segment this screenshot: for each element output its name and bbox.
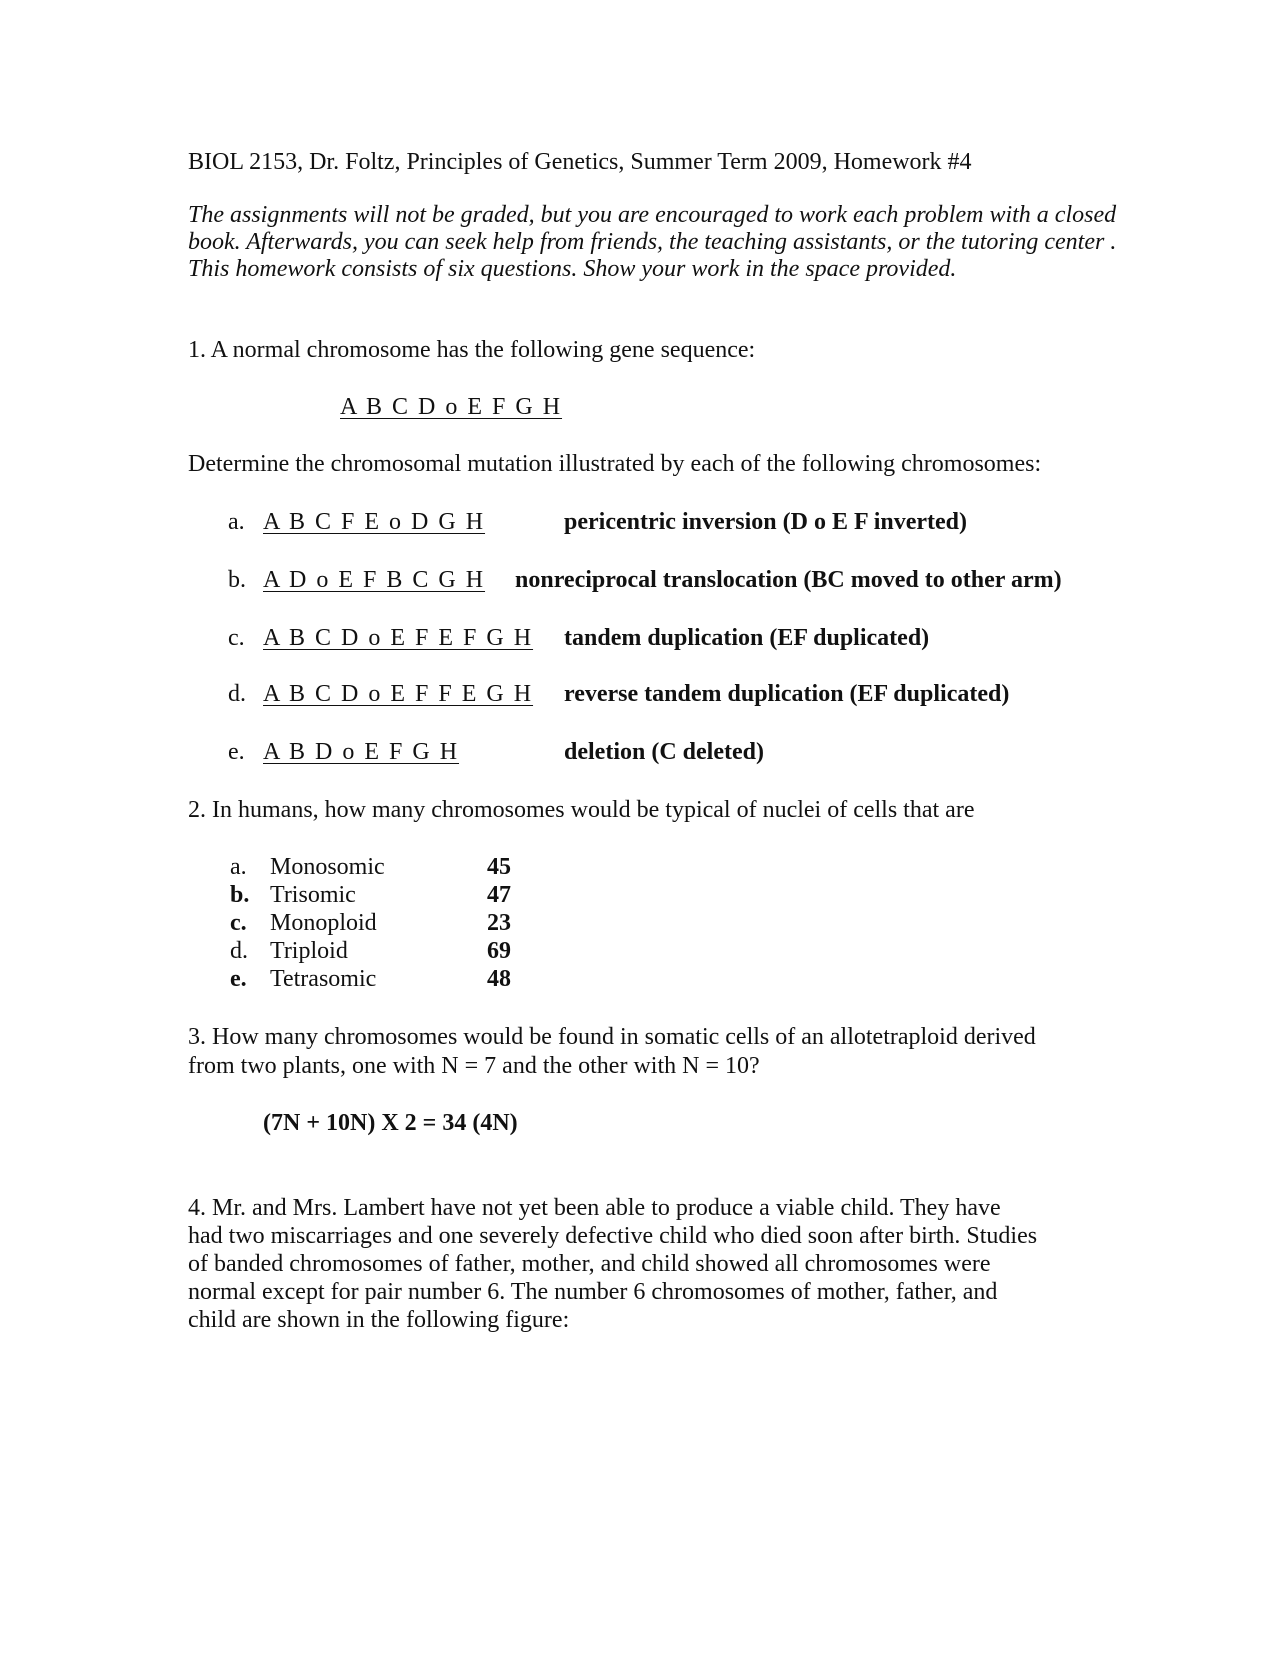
q1-item-letter: d. bbox=[228, 681, 246, 707]
q2-item-answer: 69 bbox=[487, 938, 511, 964]
q2-item-term: Monoploid bbox=[270, 910, 377, 936]
q1-item-letter: a. bbox=[228, 509, 245, 535]
q4-prompt-line-3: of banded chromosomes of father, mother, and child showed all chromosomes were bbox=[188, 1251, 991, 1277]
q2-item-answer: 47 bbox=[487, 882, 511, 908]
intro-line-1: The assignments will not be graded, but you are encouraged to work each problem with a closed bbox=[188, 202, 1117, 228]
q2-item-letter: b. bbox=[230, 882, 250, 908]
q1-item-sequence: A B C F E o D G H bbox=[263, 509, 486, 535]
q1-item-answer: tandem duplication (EF duplicated) bbox=[564, 625, 930, 651]
q1-item-sequence: A B C D o E F F E G H bbox=[263, 681, 534, 707]
intro-line-3: This homework consists of six questions. Show your work in the space provided. bbox=[188, 256, 957, 282]
q2-item-answer: 48 bbox=[487, 966, 511, 992]
q1-item-answer: nonreciprocal translocation (BC moved to other arm) bbox=[515, 567, 1062, 593]
q2-item-letter: a. bbox=[230, 854, 247, 880]
q3-prompt-line-2: from two plants, one with N = 7 and the other with N = 10? bbox=[188, 1053, 760, 1079]
q2-item-answer: 45 bbox=[487, 854, 511, 880]
q2-item-answer: 23 bbox=[487, 910, 511, 936]
q2-prompt: 2. In humans, how many chromosomes would be typical of nuclei of cells that are bbox=[188, 797, 975, 823]
q2-item-term: Monosomic bbox=[270, 854, 385, 880]
q4-prompt-line-2: had two miscarriages and one severely defective child who died soon after birth. Studies bbox=[188, 1223, 1038, 1249]
page-title: BIOL 2153, Dr. Foltz, Principles of Genetics, Summer Term 2009, Homework #4 bbox=[188, 149, 972, 175]
q2-item-term: Tetrasomic bbox=[270, 966, 377, 992]
q2-item-letter: d. bbox=[230, 938, 248, 964]
q1-item-answer: pericentric inversion (D o E F inverted) bbox=[564, 509, 968, 535]
q2-item-term: Triploid bbox=[270, 938, 348, 964]
q1-item-sequence: A D o E F B C G H bbox=[263, 567, 486, 593]
q1-item-sequence: A B D o E F G H bbox=[263, 739, 460, 765]
q3-prompt-line-1: 3. How many chromosomes would be found in somatic cells of an allotetraploid derived bbox=[188, 1024, 1036, 1050]
intro-line-2: book. Afterwards, you can seek help from friends, the teaching assistants, or the tutoring center . bbox=[188, 229, 1117, 255]
q1-item-sequence: A B C D o E F E F G H bbox=[263, 625, 534, 651]
q1-item-letter: b. bbox=[228, 567, 246, 593]
q1-normal-sequence: A B C D o E F G H bbox=[340, 394, 563, 420]
q1-item-letter: c. bbox=[228, 625, 245, 651]
q4-prompt-line-4: normal except for pair number 6. The number 6 chromosomes of mother, father, and bbox=[188, 1279, 998, 1305]
q2-item-term: Trisomic bbox=[270, 882, 356, 908]
q1-item-answer: deletion (C deleted) bbox=[564, 739, 764, 765]
q2-item-letter: c. bbox=[230, 910, 247, 936]
q1-item-answer: reverse tandem duplication (EF duplicated) bbox=[564, 681, 1010, 707]
q4-prompt-line-1: 4. Mr. and Mrs. Lambert have not yet been able to produce a viable child. They have bbox=[188, 1195, 1001, 1221]
q1-instruction: Determine the chromosomal mutation illustrated by each of the following chromosomes: bbox=[188, 451, 1042, 477]
q1-prompt: 1. A normal chromosome has the following gene sequence: bbox=[188, 337, 756, 363]
q1-item-letter: e. bbox=[228, 739, 245, 765]
q3-answer: (7N + 10N) X 2 = 34 (4N) bbox=[263, 1110, 518, 1136]
q4-prompt-line-5: child are shown in the following figure: bbox=[188, 1307, 570, 1333]
q2-item-letter: e. bbox=[230, 966, 247, 992]
